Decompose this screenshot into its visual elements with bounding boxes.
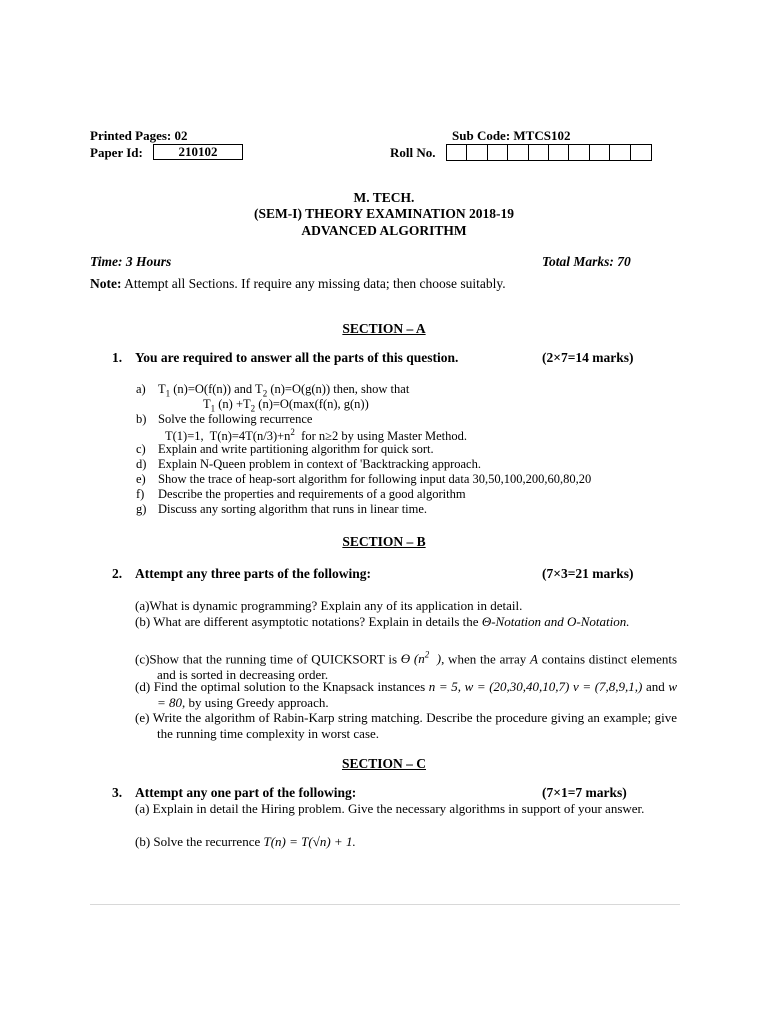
q2-part-b: (b) What are different asymptotic notations? Explain in details the Θ-Notation and O-Notation. <box>135 614 630 629</box>
roll-no-label: Roll No. <box>390 145 436 160</box>
paper-id-label: Paper Id: <box>90 145 143 160</box>
q2-part-a: (a)What is dynamic programming? Explain any of its application in detail. <box>135 598 523 613</box>
note-label: Note: <box>90 276 122 291</box>
roll-no-cell <box>631 145 651 160</box>
roll-no-cell <box>467 145 487 160</box>
question-3-text: Attempt any one part of the following: <box>135 785 357 800</box>
roll-no-cell <box>569 145 589 160</box>
question-2-marks: (7×3=21 marks) <box>542 566 634 581</box>
q3-part-b: (b) Solve the recurrence T(n) = T(√n) + 1. <box>135 834 356 849</box>
question-1-text: You are required to answer all the parts of this question. <box>135 350 459 365</box>
section-b-heading: SECTION – B <box>342 534 426 549</box>
roll-no-boxes <box>446 144 652 161</box>
paper-id-box <box>153 144 243 160</box>
q2-part-e: (e) Write the algorithm of Rabin-Karp string matching. Describe the procedure giving an example; give the running time complexity in worst case. <box>135 710 677 741</box>
time-allowed: Time: 3 Hours <box>90 254 172 269</box>
question-2-text: Attempt any three parts of the following: <box>135 566 371 581</box>
note-text: Attempt all Sections. If require any missing data; then choose suitably. <box>124 276 506 291</box>
footer-divider <box>90 904 680 905</box>
question-1-marks: (2×7=14 marks) <box>542 350 634 365</box>
roll-no-cell <box>529 145 549 160</box>
question-3-marks: (7×1=7 marks) <box>542 785 627 800</box>
q3-part-a: (a) Explain in detail the Hiring problem. Give the necessary algorithms in support of your answer. <box>135 801 645 816</box>
paper-id-value: 210102 <box>178 144 218 159</box>
q1-part-a-line2: $T_1$ $(n) +T_2$ (n)=O(max(f(n), g(n)) <box>203 397 369 414</box>
roll-no-cell <box>447 145 467 160</box>
exam-page: Printed Pages: 02 Sub Code: MTCS102 Paper Id: 210102 Roll No. M. TECH. (SEM-I) THEORY EXAMINATION 2018-19 ADVANCED ALGORITHM Time: 3 Hours Total Marks: 70 Note: Attempt all Sections. If require any missing data; then choose suitably. SECTION – A 1. You are required to answer all the parts of this question. (2×7=14 marks) a) $T_1$ (n)=O(f(n)) and $T_2$ (n)=O(g(n)) then, show that $T_1$ $(n) +T_2$ (n)=O(max(f(n), g(n)) b) Solve the following recurrence T(1)=1, $T(n)=4T(n/3)+n^2$ for n≥2 by using Master Method. c) Explain and write partitioning algorithm for quick sort. d) Explain N-Queen problem in context of 'Backtracking approach. e) Show the trace of heap-sort algorithm for following input data 30,50,100,200,60,80,20 f) Describe the properties and requirements of a good algorithm g) Discuss any sorting algorithm that runs in linear time. SECTION – B 2. Attempt any three parts of the following: (7×3=21 marks) (a)What is dynamic programming? Explain any of its application in detail. (b) What are different asymptotic notations? Explain in details the Θ-Notation and O-Notation. (c)Show that the running time of QUICKSORT is ϴ ($n^2$ ), when the array A contains distinct elements and is sorted in decreasing order. (d) Find the optimal solution to the Knapsack instances n = 5, w = (20,30,40,10,7) v = (7,8,9,1,) and w = 80, by using Greedy approach. (e) Write the algorithm of Rabin-Karp string matching. Describe the procedure giving an example; give the running time complexity in worst case. SECTION – C 3. Attempt any one part of the following: (7×1=7 marks) (a) Explain in detail the Hiring problem. Give the necessary algorithms in support of your answer. (b) Solve the recurrence T(n) = T(√n) + 1. <box>0 0 768 1024</box>
title-exam: (SEM-I) THEORY EXAMINATION 2018-19 <box>254 206 514 221</box>
question-1-number: 1. <box>112 350 123 365</box>
q1-part-b-line2: T(1)=1, $T(n)=4T(n/3)+n^2$ for n≥2 by using Master Method. <box>165 427 468 444</box>
roll-no-cell <box>508 145 528 160</box>
title-degree: M. TECH. <box>353 190 415 205</box>
question-2-number: 2. <box>112 566 123 581</box>
printed-pages: Printed Pages: 02 <box>90 128 188 143</box>
total-marks: Total Marks: 70 <box>542 254 631 269</box>
roll-no-cell <box>590 145 610 160</box>
note <box>90 276 506 292</box>
sub-code: Sub Code: MTCS102 <box>452 128 571 143</box>
question-3-number: 3. <box>112 785 123 800</box>
roll-no-cell <box>610 145 630 160</box>
roll-no-cell <box>549 145 569 160</box>
q2-part-c: (c)Show that the running time of QUICKSORT is ϴ ($n^2$ ), when the array A contains distinct elements and is sorted in decreasing order. <box>135 650 678 683</box>
roll-no-cell <box>488 145 508 160</box>
q2-part-d: (d) Find the optimal solution to the Knapsack instances n = 5, w = (20,30,40,10,7) v = (7,8,9,1,) and w = 80, by using Greedy approach. <box>135 679 678 710</box>
title-subject: ADVANCED ALGORITHM <box>301 223 467 238</box>
section-a-heading: SECTION – A <box>342 321 426 336</box>
section-c-heading: SECTION – C <box>341 756 427 771</box>
